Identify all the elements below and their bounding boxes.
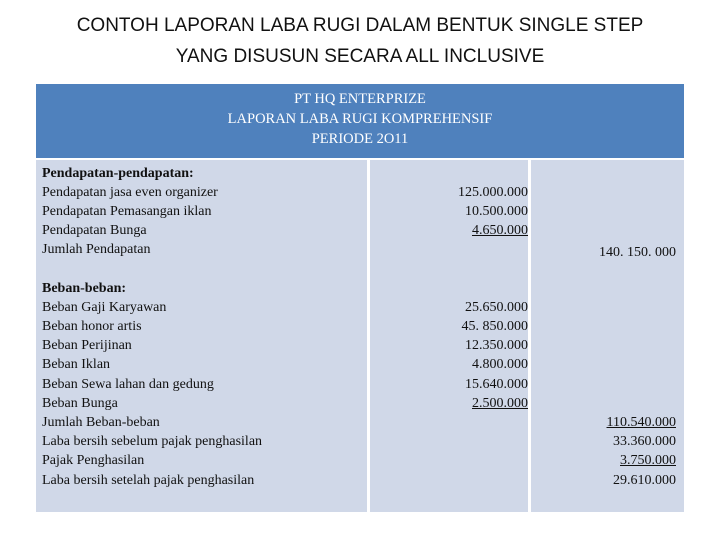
income-total-amount: 140. 150. 000 — [599, 245, 676, 260]
company-name: PT HQ ENTERPRIZE — [294, 91, 426, 107]
summary-amount: 3.750.000 — [620, 453, 676, 468]
expense-item-label: Beban Iklan — [42, 357, 111, 372]
summary-amount: 29.610.000 — [613, 473, 676, 488]
expense-item-amount: 12.350.000 — [465, 338, 528, 353]
income-heading: Pendapatan-pendapatan: — [42, 166, 194, 181]
slide-title-line-2: YANG DISUSUN SECARA ALL INCLUSIVE — [175, 46, 545, 67]
income-item-label: Pendapatan Bunga — [42, 223, 147, 238]
summary-label: Laba bersih sebelum pajak penghasilan — [42, 434, 263, 449]
expense-item-label: Beban Perijinan — [42, 338, 132, 353]
income-item-amount: 4.650.000 — [472, 223, 528, 238]
expense-item-label: Beban Bunga — [42, 396, 118, 411]
income-statement-table — [36, 84, 684, 512]
expense-total-label: Jumlah Beban-beban — [42, 415, 160, 430]
expense-total-amount: 110.540.000 — [606, 415, 676, 430]
expense-item-label: Beban Gaji Karyawan — [42, 300, 167, 315]
income-item-amount: 125.000.000 — [458, 185, 528, 200]
expense-item-label: Beban honor artis — [42, 319, 142, 334]
summary-amount: 33.360.000 — [613, 434, 676, 449]
income-item-label: Pendapatan jasa even organizer — [42, 185, 218, 200]
income-total-label: Jumlah Pendapatan — [42, 242, 151, 257]
report-header — [36, 84, 684, 158]
expenses-heading: Beban-beban: — [42, 281, 127, 296]
income-item-label: Pendapatan Pemasangan iklan — [42, 204, 212, 219]
summary-label: Laba bersih setelah pajak penghasilan — [42, 473, 255, 488]
expense-item-amount: 4.800.000 — [472, 357, 528, 372]
expense-item-amount: 15.640.000 — [465, 377, 528, 392]
column-divider-2 — [528, 160, 531, 512]
column-divider-1 — [367, 160, 370, 512]
expense-item-amount: 45. 850.000 — [461, 319, 528, 334]
expense-item-amount: 25.650.000 — [465, 300, 528, 315]
slide-title — [0, 10, 720, 72]
statement-title: LAPORAN LABA RUGI KOMPREHENSIF — [227, 111, 493, 127]
slide-title-line-1: CONTOH LAPORAN LABA RUGI DALAM BENTUK SINGLE STEP — [76, 15, 644, 36]
income-item-amount: 10.500.000 — [465, 204, 528, 219]
statement-period: PERIODE 2O11 — [311, 131, 409, 147]
expense-item-label: Beban Sewa lahan dan gedung — [42, 377, 214, 392]
summary-label: Pajak Penghasilan — [42, 453, 145, 468]
expense-item-amount: 2.500.000 — [472, 396, 528, 411]
